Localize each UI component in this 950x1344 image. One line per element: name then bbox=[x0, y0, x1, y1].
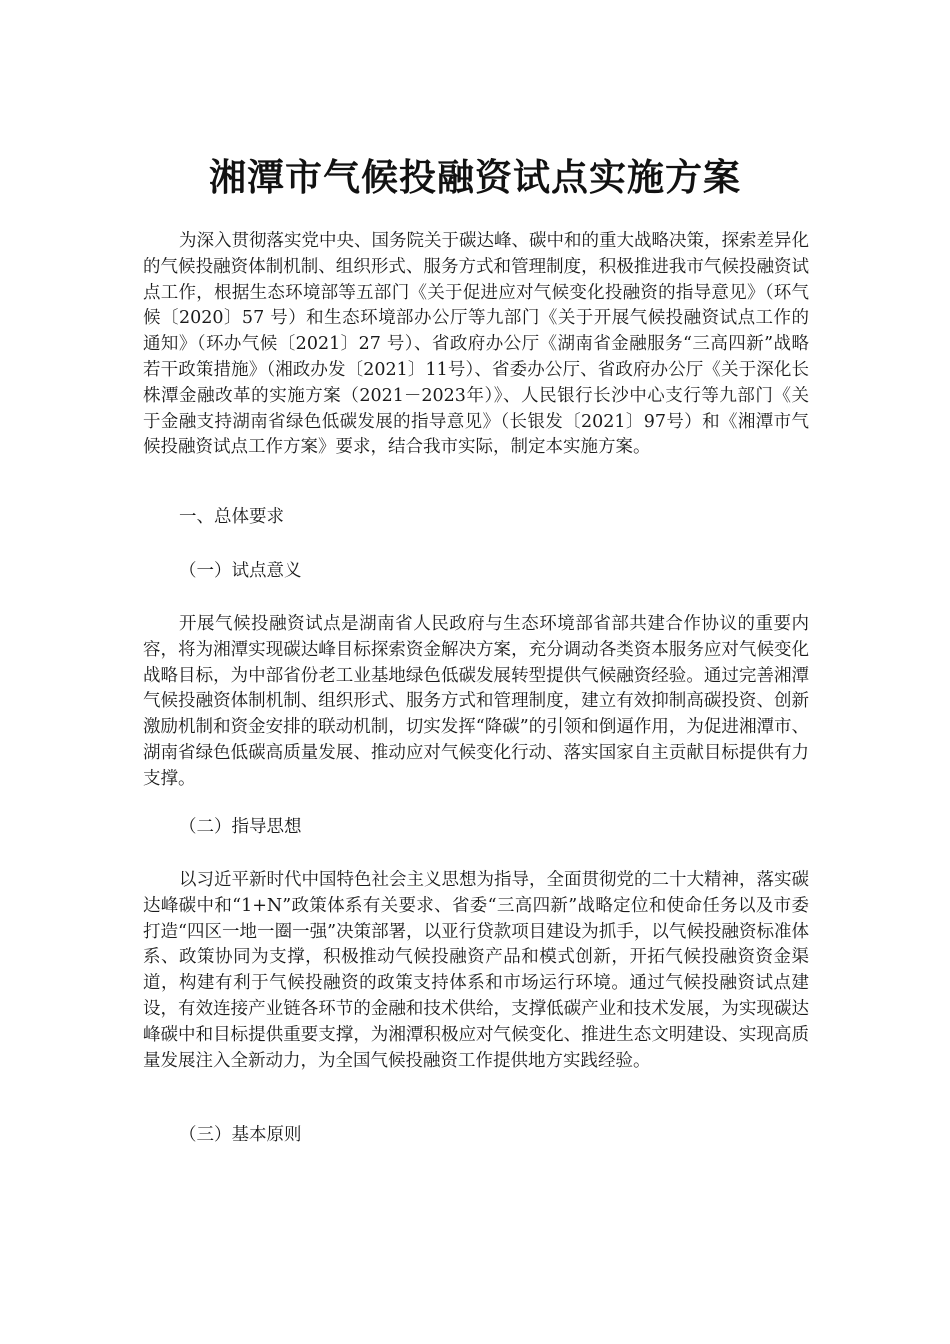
subsection-heading-basic-principles: （三）基本原则 bbox=[179, 1125, 302, 1145]
document-title: 湘潭市气候投融资试点实施方案 bbox=[209, 156, 741, 199]
guiding-ideology-paragraph: 以习近平新时代中国特色社会主义思想为指导，全面贯彻党的二十大精神，落实碳达峰碳中和“1+N”政策体系有关要求、省委“三高四新”战略定位和使命任务以及市委打造“四区一地一圈一强”决策部署，以亚行贷款项目建设为抓手，以气候投融资标准体系、政策协同为支撑，积极推动气候投融资产品和模式创新，开拓气候投融资资金渠道，构建有利于气候投融资的政策支持体系和市场运行环境。通过气候投融资试点建设，有效连接产业链各环节的金融和技术供给，支撑低碳产业和技术发展，为实现碳达峰碳中和目标提供重要支撑，为湘潭积极应对气候变化、推进生态文明建设、实现高质量发展注入全新动力，为全国气候投融资工作提供地方实践经验。 bbox=[143, 870, 809, 1071]
significance-paragraph: 开展气候投融资试点是湖南省人民政府与生态环境部省部共建合作协议的重要内容，将为湘潭实现碳达峰目标探索资金解决方案，充分调动各类资本服务应对气候变化战略目标，为中部省份老工业基地绿色低碳发展转型提供气候融资经验。通过完善湘潭气候投融资体制机制、组织形式、服务方式和管理制度，建立有效抑制高碳投资、创新激励机制和资金安排的联动机制，切实发挥“降碳”的引领和倒逼作用，为促进湘潭市、湖南省绿色低碳高质量发展、推动应对气候变化行动、落实国家自主贡献目标提供有力支撑。 bbox=[143, 614, 809, 789]
section-heading-general-requirements: 一、总体要求 bbox=[179, 507, 284, 527]
subsection-heading-significance: （一）试点意义 bbox=[179, 561, 302, 581]
subsection-heading-guiding-ideology: （二）指导思想 bbox=[179, 817, 302, 837]
intro-paragraph: 为深入贯彻落实党中央、国务院关于碳达峰、碳中和的重大战略决策，探索差异化的气候投融资体制机制、组织形式、服务方式和管理制度，积极推进我市气候投融资试点工作，根据生态环境部等五部门《关于促进应对气候变化投融资的指导意见》（环气候〔2020〕57 号）和生态环境部办公厅等九部门《关于开展气候投融资试点工作的通知》（环办气候〔2021〕27 号）、省政府办公厅《湖南省金融服务“三高四新”战略若干政策措施》（湘政办发〔2021〕11号）、省委办公厅、省政府办公厅《关于深化长株潭金融改革的实施方案（2021－2023年）》、人民银行长沙中心支行等九部门《关于金融支持湖南省绿色低碳发展的指导意见》（长银发〔2021〕97号）和《湘潭市气候投融资试点工作方案》要求，结合我市实际，制定本实施方案。 bbox=[143, 231, 809, 458]
